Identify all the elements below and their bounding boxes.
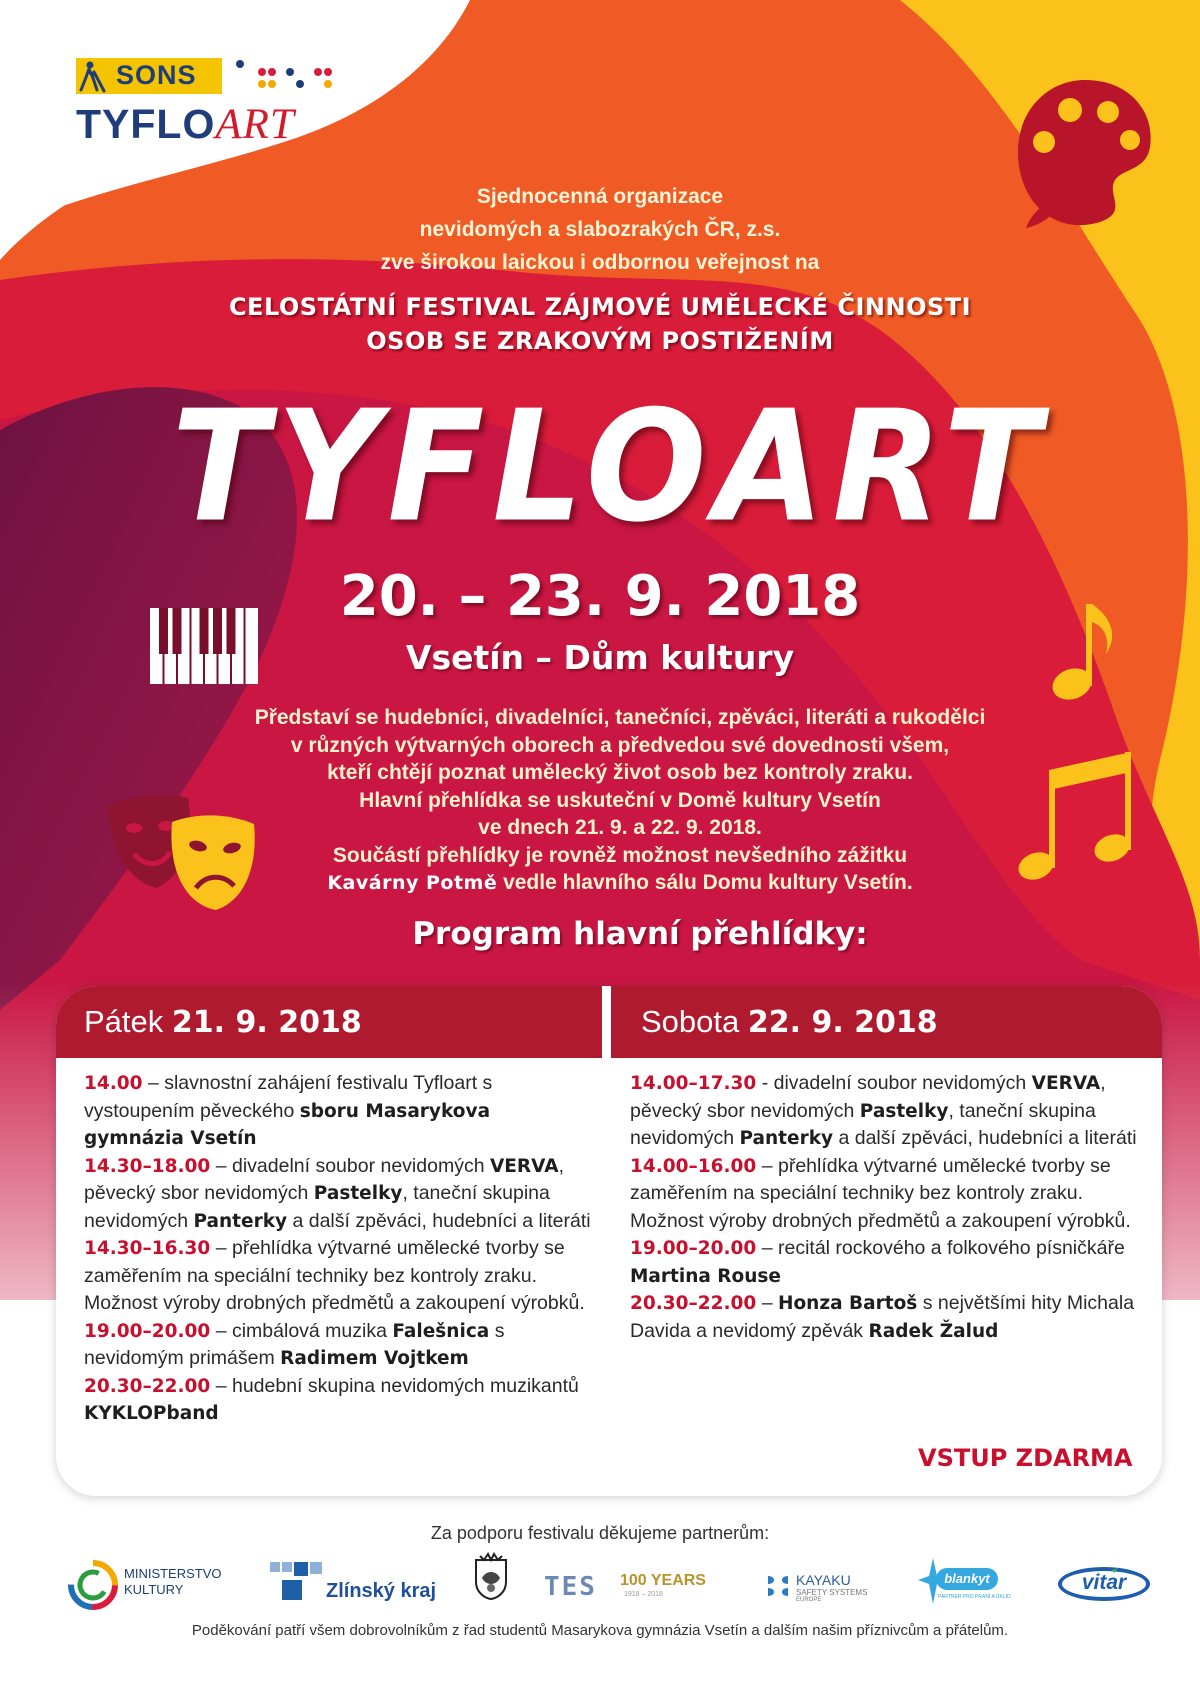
program-performer: Pastelky [859, 1100, 949, 1122]
friday-header [56, 986, 602, 1058]
vsetin-coat-of-arms-icon [472, 1552, 510, 1600]
blankyt-label: blankyt [936, 1568, 998, 1590]
partner-blankyt [916, 1556, 1016, 1610]
footer-acknowledgement: Poděkování patří všem dobrovolníkům z řad studentů Masarykova gymnázia Vsetín a dalším našim příznivcům a přátelům. [191, 1622, 1009, 1639]
program-time: 14.00 [84, 1073, 143, 1094]
program-title: Program hlavní přehlídky: [412, 916, 868, 952]
event-description [210, 704, 1030, 898]
double-music-note-icon [1016, 748, 1136, 888]
description-line: v různých výtvarných oborech a předvedou své dovednosti všem, [290, 733, 950, 757]
program-time: 14.00–16.00 [630, 1155, 757, 1177]
program-text: , taneční skupina nevidomých [630, 1099, 1096, 1149]
program-item [630, 1153, 1150, 1236]
blankyt-sub: PARTNER PRO PRANÍ A ÚKLID [938, 1594, 1011, 1600]
program-text: s největšími hity Michala Davida a nevidomý zpěvák [630, 1292, 1135, 1342]
program-text: – cimbálová muzika [210, 1319, 393, 1342]
program-text: – přehlídka výtvarné umělecké tvorby se zaměřením na speciální techniky bez kontroly zraku. Možnost výroby drobných předmětů a zakoupení výrobků. [630, 1154, 1131, 1232]
program-text: , pěvecký sbor nevidomých [84, 1154, 564, 1204]
program-text: – hudební skupina nevidomých muzikantů [210, 1374, 579, 1397]
program-item [630, 1070, 1150, 1153]
description-line: Součástí přehlídky je rovněž možnost nevšedního zážitku [332, 843, 908, 867]
friday-program [84, 1070, 594, 1428]
program-time: 14.30–16.30 [84, 1238, 211, 1259]
kayaku-sub: SAFETY SYSTEMS [796, 1588, 868, 1597]
description-line: ve dnech 21. 9. a 22. 9. 2018. [478, 816, 762, 839]
program-performer: VERVA [1031, 1073, 1101, 1094]
walking-person-icon [76, 58, 112, 94]
event-title: TYFLOART [171, 378, 1049, 557]
partner-kayaku [764, 1570, 884, 1606]
program-performer: Panterky [739, 1128, 834, 1149]
program-time: 20.30–22.00 [630, 1293, 757, 1314]
program-text: , pěvecký sbor nevidomých [630, 1072, 1106, 1122]
program-item [84, 1070, 594, 1153]
saturday-date: 22. 9. 2018 [747, 1005, 938, 1040]
program-performer: Radek Žalud [868, 1320, 999, 1342]
braille-dots-icon [232, 58, 362, 94]
intro-line: zve širokou laickou i odbornou veřejnost na [380, 251, 820, 274]
program-item [84, 1235, 594, 1318]
festival-name-line: CELOSTÁTNÍ FESTIVAL ZÁJMOVÉ UMĚLECKÉ ČINNOSTI [228, 293, 972, 321]
saturday-program [630, 1070, 1150, 1345]
program-performer: Martina Rouse [630, 1265, 781, 1287]
program-item [84, 1373, 594, 1428]
program-time: 19.00–20.00 [630, 1238, 757, 1259]
program-item [84, 1153, 594, 1236]
ministry-label: KULTURY [124, 1582, 184, 1597]
program-performer: Radimem Vojtkem [280, 1348, 469, 1369]
program-item [630, 1290, 1150, 1345]
description-line: kteří chtějí poznat umělecký život osob bez kontroly zraku. [327, 761, 913, 784]
ministry-logo-icon [66, 1558, 120, 1612]
friday-day: Pátek [84, 1004, 172, 1039]
program-time: 14.00–17.30 [630, 1073, 757, 1094]
zlin-label: Zlínský kraj [326, 1580, 437, 1602]
program-performer: VERVA [489, 1155, 559, 1177]
program-time: 19.00–20.00 [84, 1320, 211, 1342]
program-text: – [756, 1292, 778, 1314]
sons-label: SONS [116, 60, 197, 90]
program-performer: Panterky [193, 1210, 288, 1232]
intro-line: nevidomých a slabozrakých ČR, z.s. [419, 218, 781, 241]
program-text: – přehlídka výtvarné umělecké tvorby se zaměřením na speciální techniky bez kontroly zraku. Možnost výroby drobných předmětů a zakoupení výrobků. [84, 1237, 585, 1314]
program-time: 14.30–18.00 [84, 1155, 211, 1177]
tes-years-sub: 1918 – 2018 [624, 1591, 663, 1598]
program-text: , taneční skupina nevidomých [84, 1182, 550, 1232]
program-card [56, 986, 1162, 1496]
program-text: s nevidomým primášem [84, 1319, 505, 1369]
program-performer: KYKLOPband [84, 1403, 219, 1424]
program-time: 20.30–22.00 [84, 1375, 211, 1397]
description-line-rest: vedle hlavního sálu Domu kultury Vsetín. [497, 871, 913, 894]
program-item [630, 1235, 1150, 1290]
piano-keys-icon [150, 608, 258, 684]
program-performer: Falešnica [392, 1320, 490, 1342]
program-text: – divadelní soubor nevidomých [210, 1154, 490, 1177]
program-text: a další zpěváci, hudebníci a literáti [833, 1127, 1137, 1149]
ministry-label: MINISTERSTVO [124, 1566, 222, 1581]
kayaku-label: KAYAKU [796, 1572, 851, 1588]
partner-zlin-region [270, 1562, 440, 1612]
program-text: – recitál rockového a folkového písničkáře [756, 1237, 1125, 1259]
program-text: a další zpěváci, hudebníci a literáti [287, 1209, 591, 1232]
program-item [84, 1318, 594, 1373]
saturday-day: Sobota [641, 1004, 748, 1039]
partner-tes-100-years [544, 1570, 719, 1606]
description-line [210, 869, 1030, 898]
partner-ministry-of-culture [66, 1558, 246, 1614]
intro-text [260, 180, 940, 279]
palette-icon [1010, 72, 1160, 232]
description-line: Hlavní přehlídka se uskuteční v Domě kultury Vsetín [359, 788, 881, 812]
partner-vitar [1056, 1562, 1152, 1602]
logo-wordmark [76, 100, 295, 149]
program-text: - divadelní soubor nevidomých [756, 1072, 1032, 1094]
tes-label: TES [544, 1572, 597, 1602]
kavarna-potme-label: Kavárny Potmě [327, 872, 498, 894]
saturday-header [611, 986, 1162, 1058]
zlin-logo-icon [270, 1562, 322, 1600]
partners-thanks: Za podporu festivalu děkujeme partnerům: [430, 1523, 770, 1543]
tes-years-label: 100 YEARS [620, 1572, 706, 1589]
festival-name-line: OSOB SE ZRAKOVÝM POSTIŽENÍM [366, 327, 834, 355]
kayaku-sub: EUROPE [796, 1597, 822, 1603]
logo-wordmark-art: ART [215, 101, 295, 148]
program-performer: Pastelky [313, 1183, 403, 1204]
event-venue: Vsetín – Dům kultury [405, 638, 795, 677]
music-note-icon [1050, 596, 1120, 704]
program-text: – slavnostní zahájení festivalu Tyfloart s vystoupením pěveckého [84, 1072, 493, 1122]
kayaku-logo-icon [764, 1572, 792, 1600]
vitar-label: vitar [1081, 1571, 1127, 1594]
program-performer: Honza Bartoš [777, 1293, 918, 1314]
program-performer: sboru Masarykova gymnázia Vsetín [84, 1100, 491, 1149]
description-line: Představí se hudebníci, divadelníci, tanečníci, zpěváci, literáti a rukodělci [254, 706, 986, 729]
event-dates: 20. – 23. 9. 2018 [339, 564, 861, 629]
friday-date: 21. 9. 2018 [171, 1005, 362, 1040]
festival-name [140, 290, 1060, 358]
intro-line: Sjednocenná organizace [476, 185, 724, 208]
free-entry-label: VSTUP ZDARMA [918, 1444, 1133, 1472]
logo-wordmark-tyflo: TYFLO [76, 101, 216, 147]
